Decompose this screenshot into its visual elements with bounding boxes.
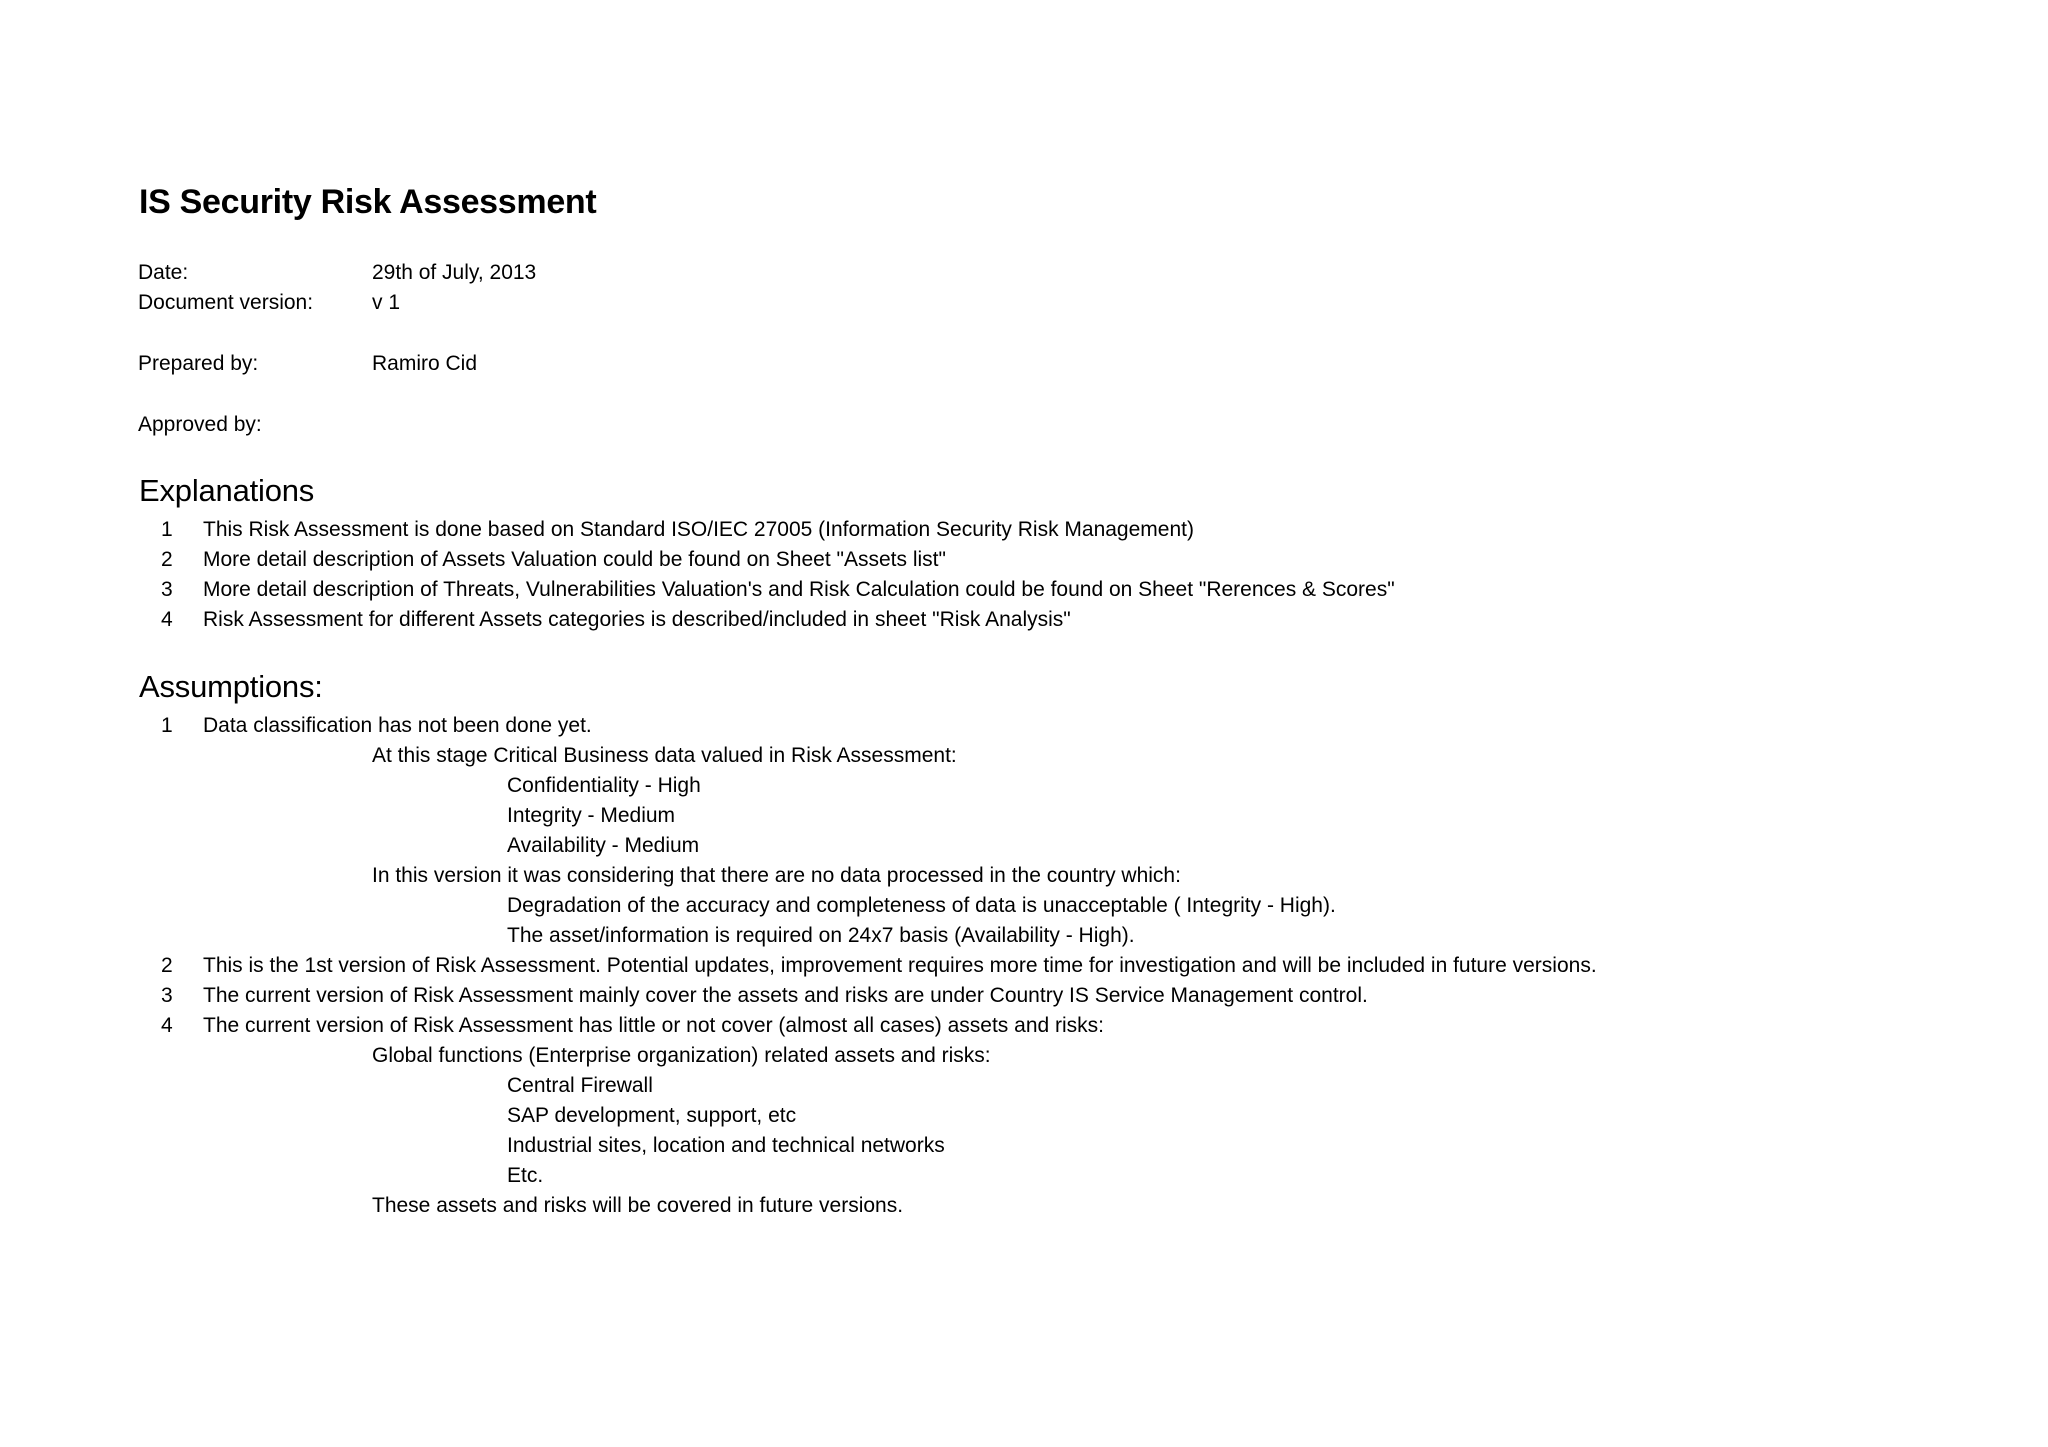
version-label: Document version: [138, 291, 314, 314]
explanation-number: 1 [161, 518, 173, 541]
assumption-text: The current version of Risk Assessment mainly cover the assets and risks are under Country IS Service Management control. [203, 984, 1368, 1007]
assumption-number: 3 [161, 984, 173, 1007]
assumption-subitem: Etc. [507, 1164, 544, 1187]
assumption-number: 2 [161, 954, 173, 977]
assumption-subitem: Availability - Medium [507, 834, 700, 857]
date-value: 29th of July, 2013 [372, 261, 537, 284]
assumption-text: The current version of Risk Assessment has little or not cover (almost all cases) assets and risks: [203, 1014, 1105, 1037]
assumption-number: 4 [161, 1014, 173, 1037]
explanation-text: This Risk Assessment is done based on Standard ISO/IEC 27005 (Information Security Risk Management) [203, 518, 1194, 541]
assumption-subtext: In this version it was considering that there are no data processed in the country which: [372, 864, 1181, 887]
assumption-number: 1 [161, 714, 173, 737]
assumption-subitem: Industrial sites, location and technical networks [507, 1134, 945, 1157]
assumptions-heading: Assumptions: [139, 669, 323, 704]
assumption-subitem: Confidentiality - High [507, 774, 701, 797]
prepared-by-value: Ramiro Cid [372, 352, 478, 375]
assumption-subtext: At this stage Critical Business data valued in Risk Assessment: [372, 744, 957, 767]
assumption-subitem: The asset/information is required on 24x7 basis (Availability - High). [507, 924, 1135, 947]
assumption-text: Data classification has not been done yet. [203, 714, 592, 737]
explanations-heading: Explanations [139, 473, 315, 508]
explanation-number: 3 [161, 578, 173, 601]
approved-by-label: Approved by: [138, 413, 262, 436]
explanation-text: More detail description of Assets Valuation could be found on Sheet "Assets list" [203, 548, 946, 571]
assumption-subitem: SAP development, support, etc [507, 1104, 797, 1127]
explanation-number: 4 [161, 608, 173, 631]
explanation-text: Risk Assessment for different Assets categories is described/included in sheet "Risk Analysis" [203, 608, 1071, 631]
assumption-footer: These assets and risks will be covered in future versions. [372, 1194, 904, 1217]
version-value: v 1 [372, 291, 401, 314]
explanation-text: More detail description of Threats, Vulnerabilities Valuation's and Risk Calculation could be found on Sheet "Rerences & Scores" [203, 578, 1395, 601]
assumption-subtext: Global functions (Enterprise organization) related assets and risks: [372, 1044, 991, 1067]
assumption-subitem: Integrity - Medium [507, 804, 676, 827]
date-label: Date: [138, 261, 189, 284]
explanation-number: 2 [161, 548, 173, 571]
page-title: IS Security Risk Assessment [139, 183, 597, 221]
assumption-text: This is the 1st version of Risk Assessment. Potential updates, improvement requires more time for investigation and will be included in future versions. [203, 954, 1597, 977]
assumption-subitem: Degradation of the accuracy and completeness of data is unacceptable ( Integrity - High). [507, 894, 1336, 917]
prepared-by-label: Prepared by: [138, 352, 259, 375]
assumption-subitem: Central Firewall [507, 1074, 653, 1097]
